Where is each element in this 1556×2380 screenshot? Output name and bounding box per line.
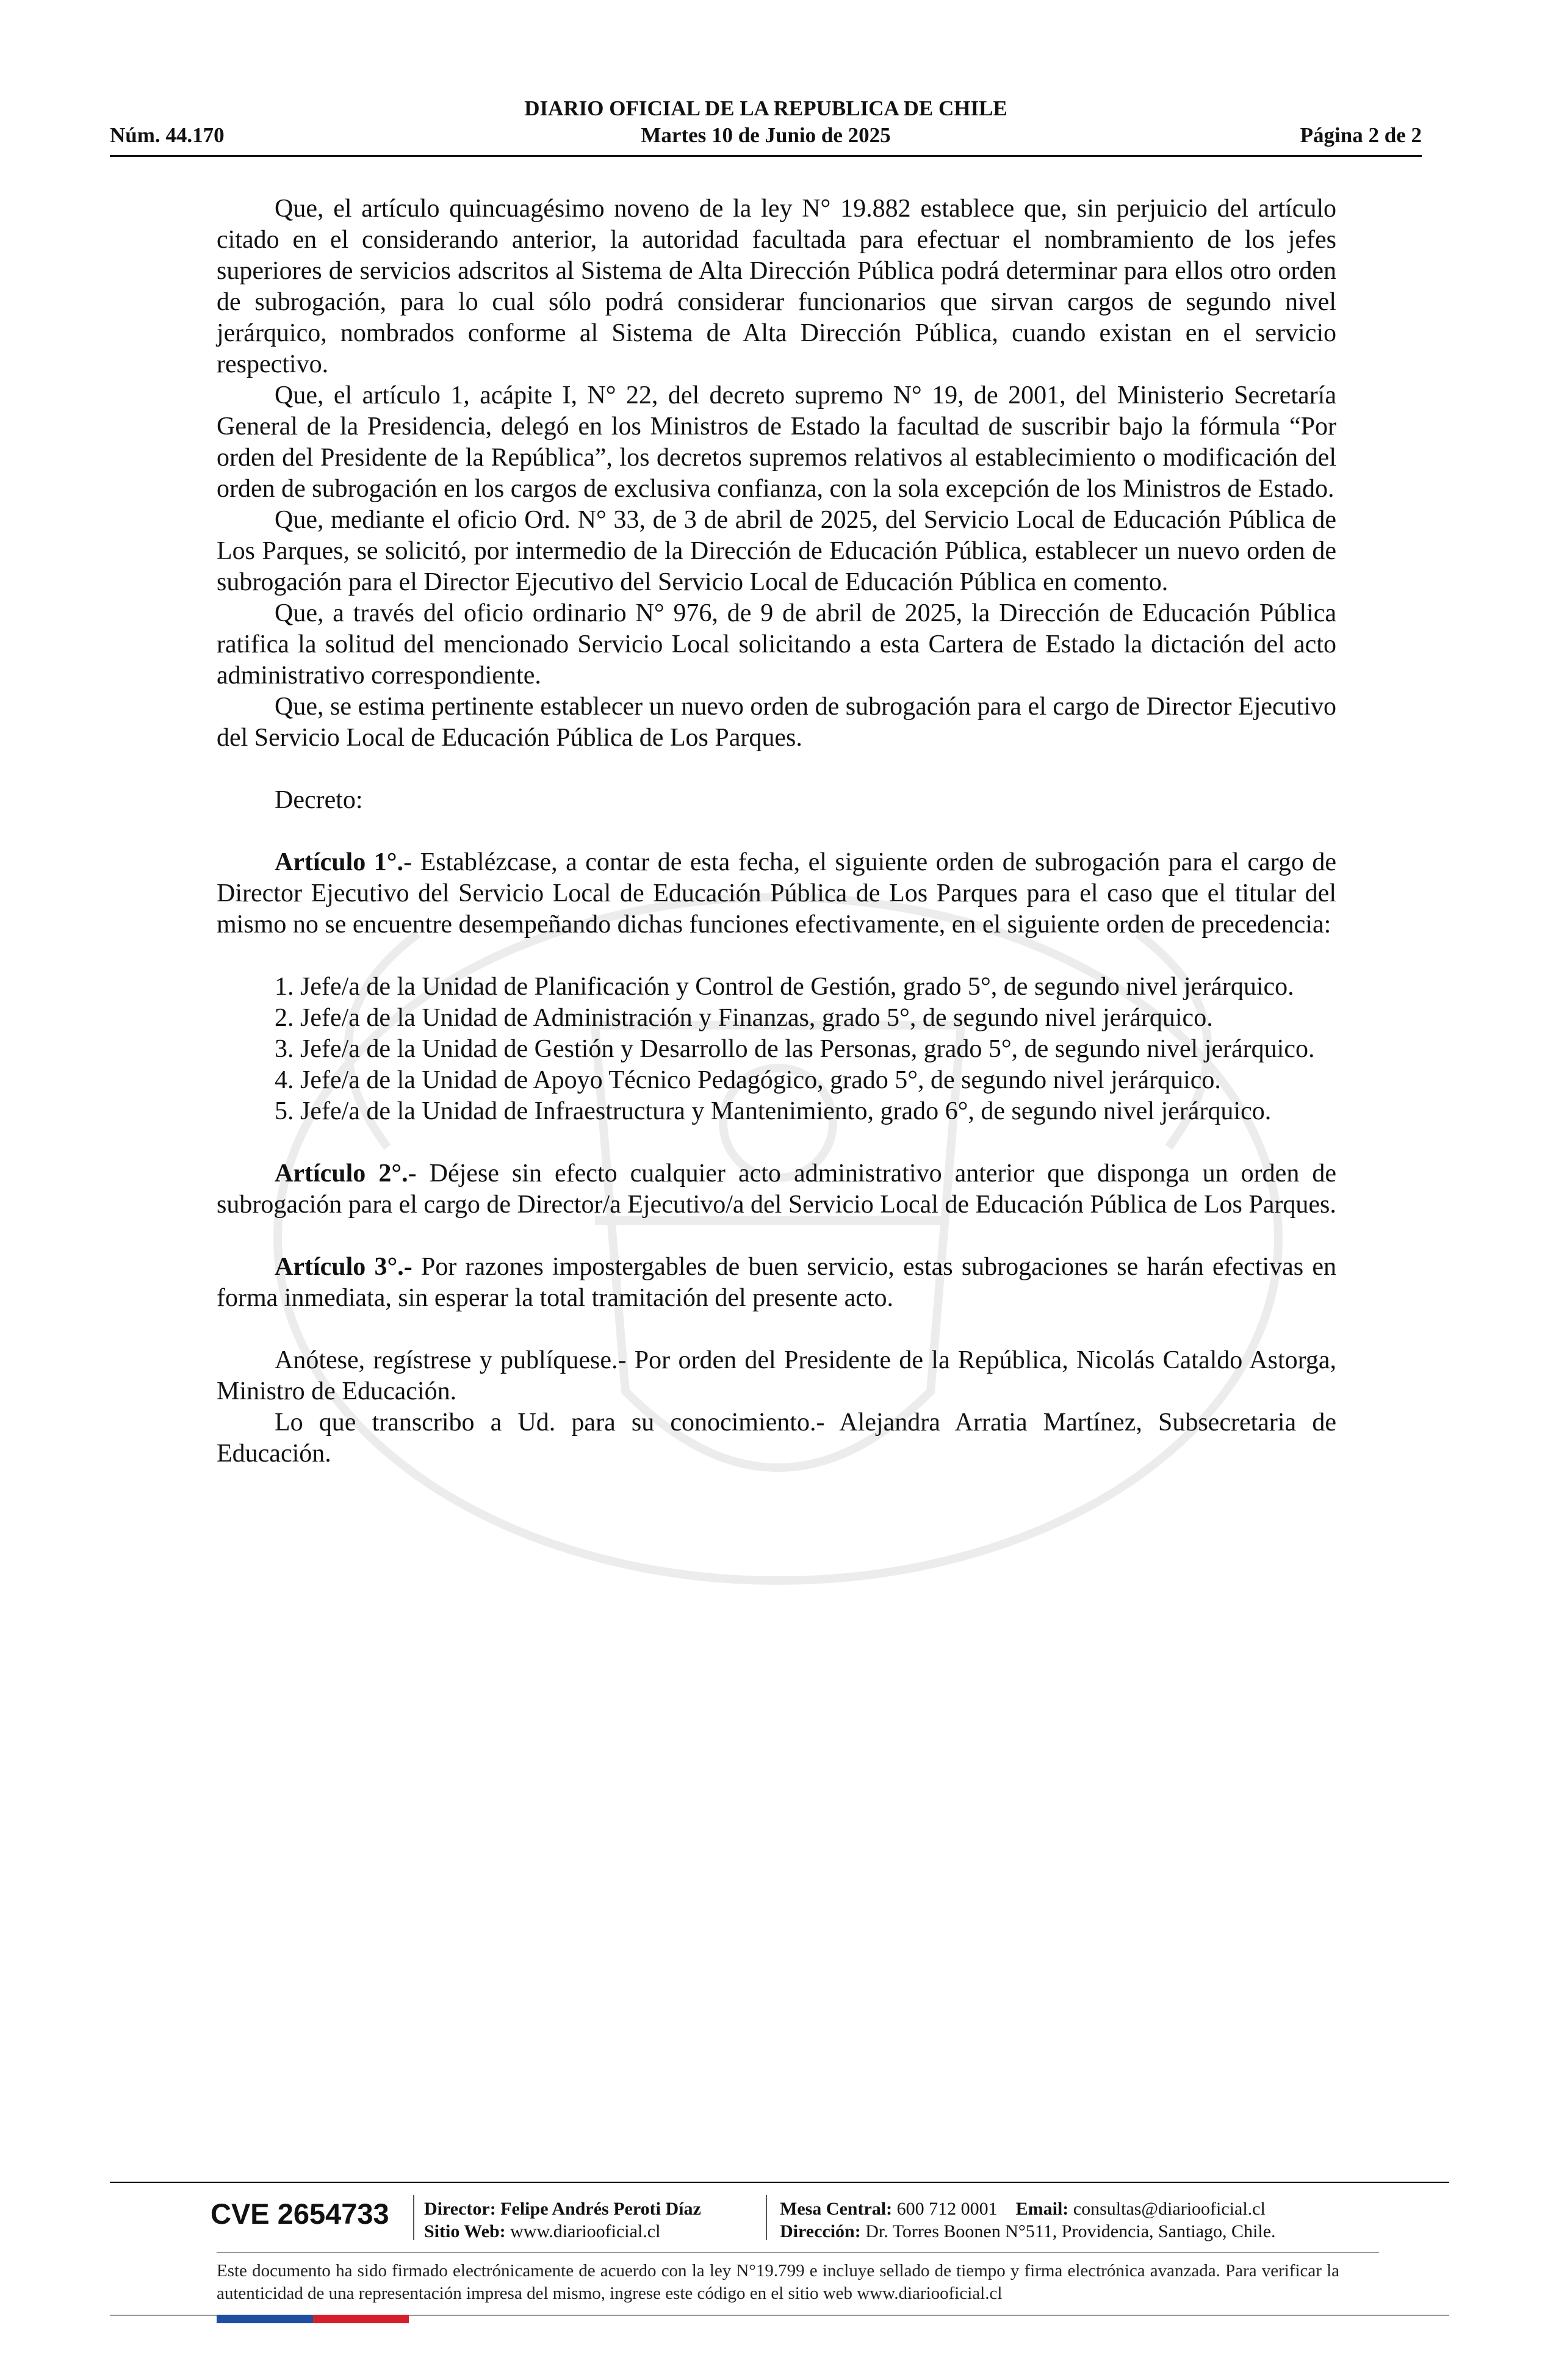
paragraph: Que, se estima pertinente establecer un nuevo orden de subrogación para el cargo de Director Ejecutivo del Servicio Local de Educación Pública de Los Parques.	[217, 693, 1336, 752]
closing-paragraph: Lo que transcribo a Ud. para su conocimiento.- Alejandra Arratia Martínez, Subsecretaria de Educación.	[217, 1408, 1336, 1468]
mesa-phone: 600 712 0001	[896, 2199, 998, 2219]
address-label: Dirección:	[780, 2221, 861, 2241]
issue-date: Martes 10 de Junio de 2025	[641, 123, 891, 147]
article-3-label: Artículo 3°.-	[275, 1253, 412, 1281]
list-item: 1. Jefe/a de la Unidad de Planificación y Control de Gestión, grado 5°, de segundo nivel jerárquico.	[275, 973, 1294, 1001]
footer-rule	[110, 2182, 1449, 2183]
director-name: Felipe Andrés Peroti Díaz	[500, 2199, 701, 2219]
email-link[interactable]: consultas@diariooficial.cl	[1073, 2199, 1266, 2219]
cve-code: CVE 2654733	[211, 2198, 389, 2230]
list-item: 5. Jefe/a de la Unidad de Infraestructura y Mantenimiento, grado 6°, de segundo nivel jerárquico.	[275, 1097, 1272, 1125]
flag-red-segment	[313, 2315, 409, 2323]
address-text: Dr. Torres Boonen N°511, Providencia, Santiago, Chile.	[865, 2221, 1276, 2241]
footer-divider	[766, 2195, 767, 2240]
decree-heading: Decreto:	[275, 786, 363, 814]
site-link[interactable]: www.diariooficial.cl	[510, 2221, 661, 2241]
article-1-text: - Establézcase, a contar de esta fecha, el siguiente orden de subrogación para el cargo de Director Ejecutivo del Servicio Local de Educación Pública de Los Parques para el caso que el titular del mismo no se encuentre desempeñando dichas funciones efectivamente, en el siguiente orden de precedencia:	[217, 848, 1336, 939]
decree-body	[217, 193, 1336, 1469]
article-3-text: Por razones impostergables de buen servicio, estas subrogaciones se harán efectivas en forma inmediata, sin esperar la total tramitación del presente acto.	[217, 1253, 1336, 1312]
site-label: Sitio Web:	[424, 2221, 506, 2241]
signature-note: Este documento ha sido firmado electrónicamente de acuerdo con la ley N°19.799 e incluye sellado de tiempo y firma electrónica avanzada. Para verificar la autenticidad de una representación impresa del mismo, ingrese este código en el sitio web www.diariooficial.cl	[217, 2261, 1339, 2303]
list-item: 4. Jefe/a de la Unidad de Apoyo Técnico Pedagógico, grado 5°, de segundo nivel jerárquico.	[275, 1066, 1221, 1094]
paragraph: Que, el artículo 1, acápite I, N° 22, del decreto supremo N° 19, de 2001, del Ministerio Secretaría General de la Presidencia, delegó en los Ministros de Estado la facultad de suscribir bajo la fórmula “Por orden del Presidente de la República”, los decretos supremos relativos al establecimiento o modificación del orden de subrogación en los cargos de exclusiva confianza, con la sola excepción de los Ministros de Estado.	[217, 381, 1336, 503]
mesa-label: Mesa Central:	[780, 2199, 893, 2219]
paragraph: Que, mediante el oficio Ord. N° 33, de 3 de abril de 2025, del Servicio Local de Educación Pública de Los Parques, se solicitó, por intermedio de la Dirección de Educación Pública, establecer un nuevo orden de subrogación para el Director Ejecutivo del Servicio Local de Educación Pública en comento.	[217, 506, 1336, 596]
page-header	[110, 92, 1422, 159]
email-label: Email:	[1015, 2199, 1069, 2219]
issue-number: Núm. 44.170	[110, 123, 225, 147]
director-label: Director:	[424, 2199, 496, 2219]
article-2-label: Artículo 2°.	[275, 1159, 408, 1188]
footer-contact-block	[780, 2198, 1276, 2243]
paragraph: Que, el artículo quincuagésimo noveno de la ley N° 19.882 establece que, sin perjuicio del artículo citado en el considerando anterior, la autoridad facultada para efectuar el nombramiento de los jefes superiores de servicios adscritos al Sistema de Alta Dirección Pública podrá determinar para ellos otro orden de subrogación, para lo cual sólo podrá considerar funcionarios que sirvan cargos de segundo nivel jerárquico, nombrados conforme al Sistema de Alta Dirección Pública, cuando existan en el servicio respectivo.	[217, 195, 1336, 378]
paragraph: Que, a través del oficio ordinario N° 976, de 9 de abril de 2025, la Dirección de Educación Pública ratifica la solitud del mencionado Servicio Local solicitando a esta Cartera de Estado la dictación del acto administrativo correspondiente.	[217, 599, 1336, 690]
article-2	[217, 1158, 1336, 1221]
list-item: 3. Jefe/a de la Unidad de Gestión y Desarrollo de las Personas, grado 5°, de segundo nivel jerárquico.	[275, 1035, 1315, 1063]
closing-paragraph: Anótese, regístrese y publíquese.- Por orden del Presidente de la República, Nicolás Cataldo Astorga, Ministro de Educación.	[217, 1346, 1336, 1405]
article-3	[217, 1252, 1336, 1314]
page-indicator: Página 2 de 2	[1300, 123, 1422, 147]
footer-divider	[413, 2195, 414, 2240]
flag-blue-segment	[217, 2315, 313, 2323]
newspaper-title: DIARIO OFICIAL DE LA REPUBLICA DE CHILE	[524, 96, 1007, 120]
footer-separator	[217, 2252, 1379, 2253]
article-1	[217, 847, 1336, 940]
header-rule	[110, 155, 1422, 157]
footer-director-block	[424, 2198, 701, 2243]
list-item: 2. Jefe/a de la Unidad de Administración y Finanzas, grado 5°, de segundo nivel jerárquico.	[275, 1004, 1213, 1032]
article-1-label: Artículo 1°.	[275, 848, 404, 876]
chile-flag-bar	[217, 2315, 409, 2323]
article-2-text: - Déjese sin efecto cualquier acto administrativo anterior que disponga un orden de subrogación para el cargo de Director/a Ejecutivo/a del Servicio Local de Educación Pública de Los Parques.	[217, 1159, 1336, 1219]
page-footer	[110, 2182, 1449, 2328]
